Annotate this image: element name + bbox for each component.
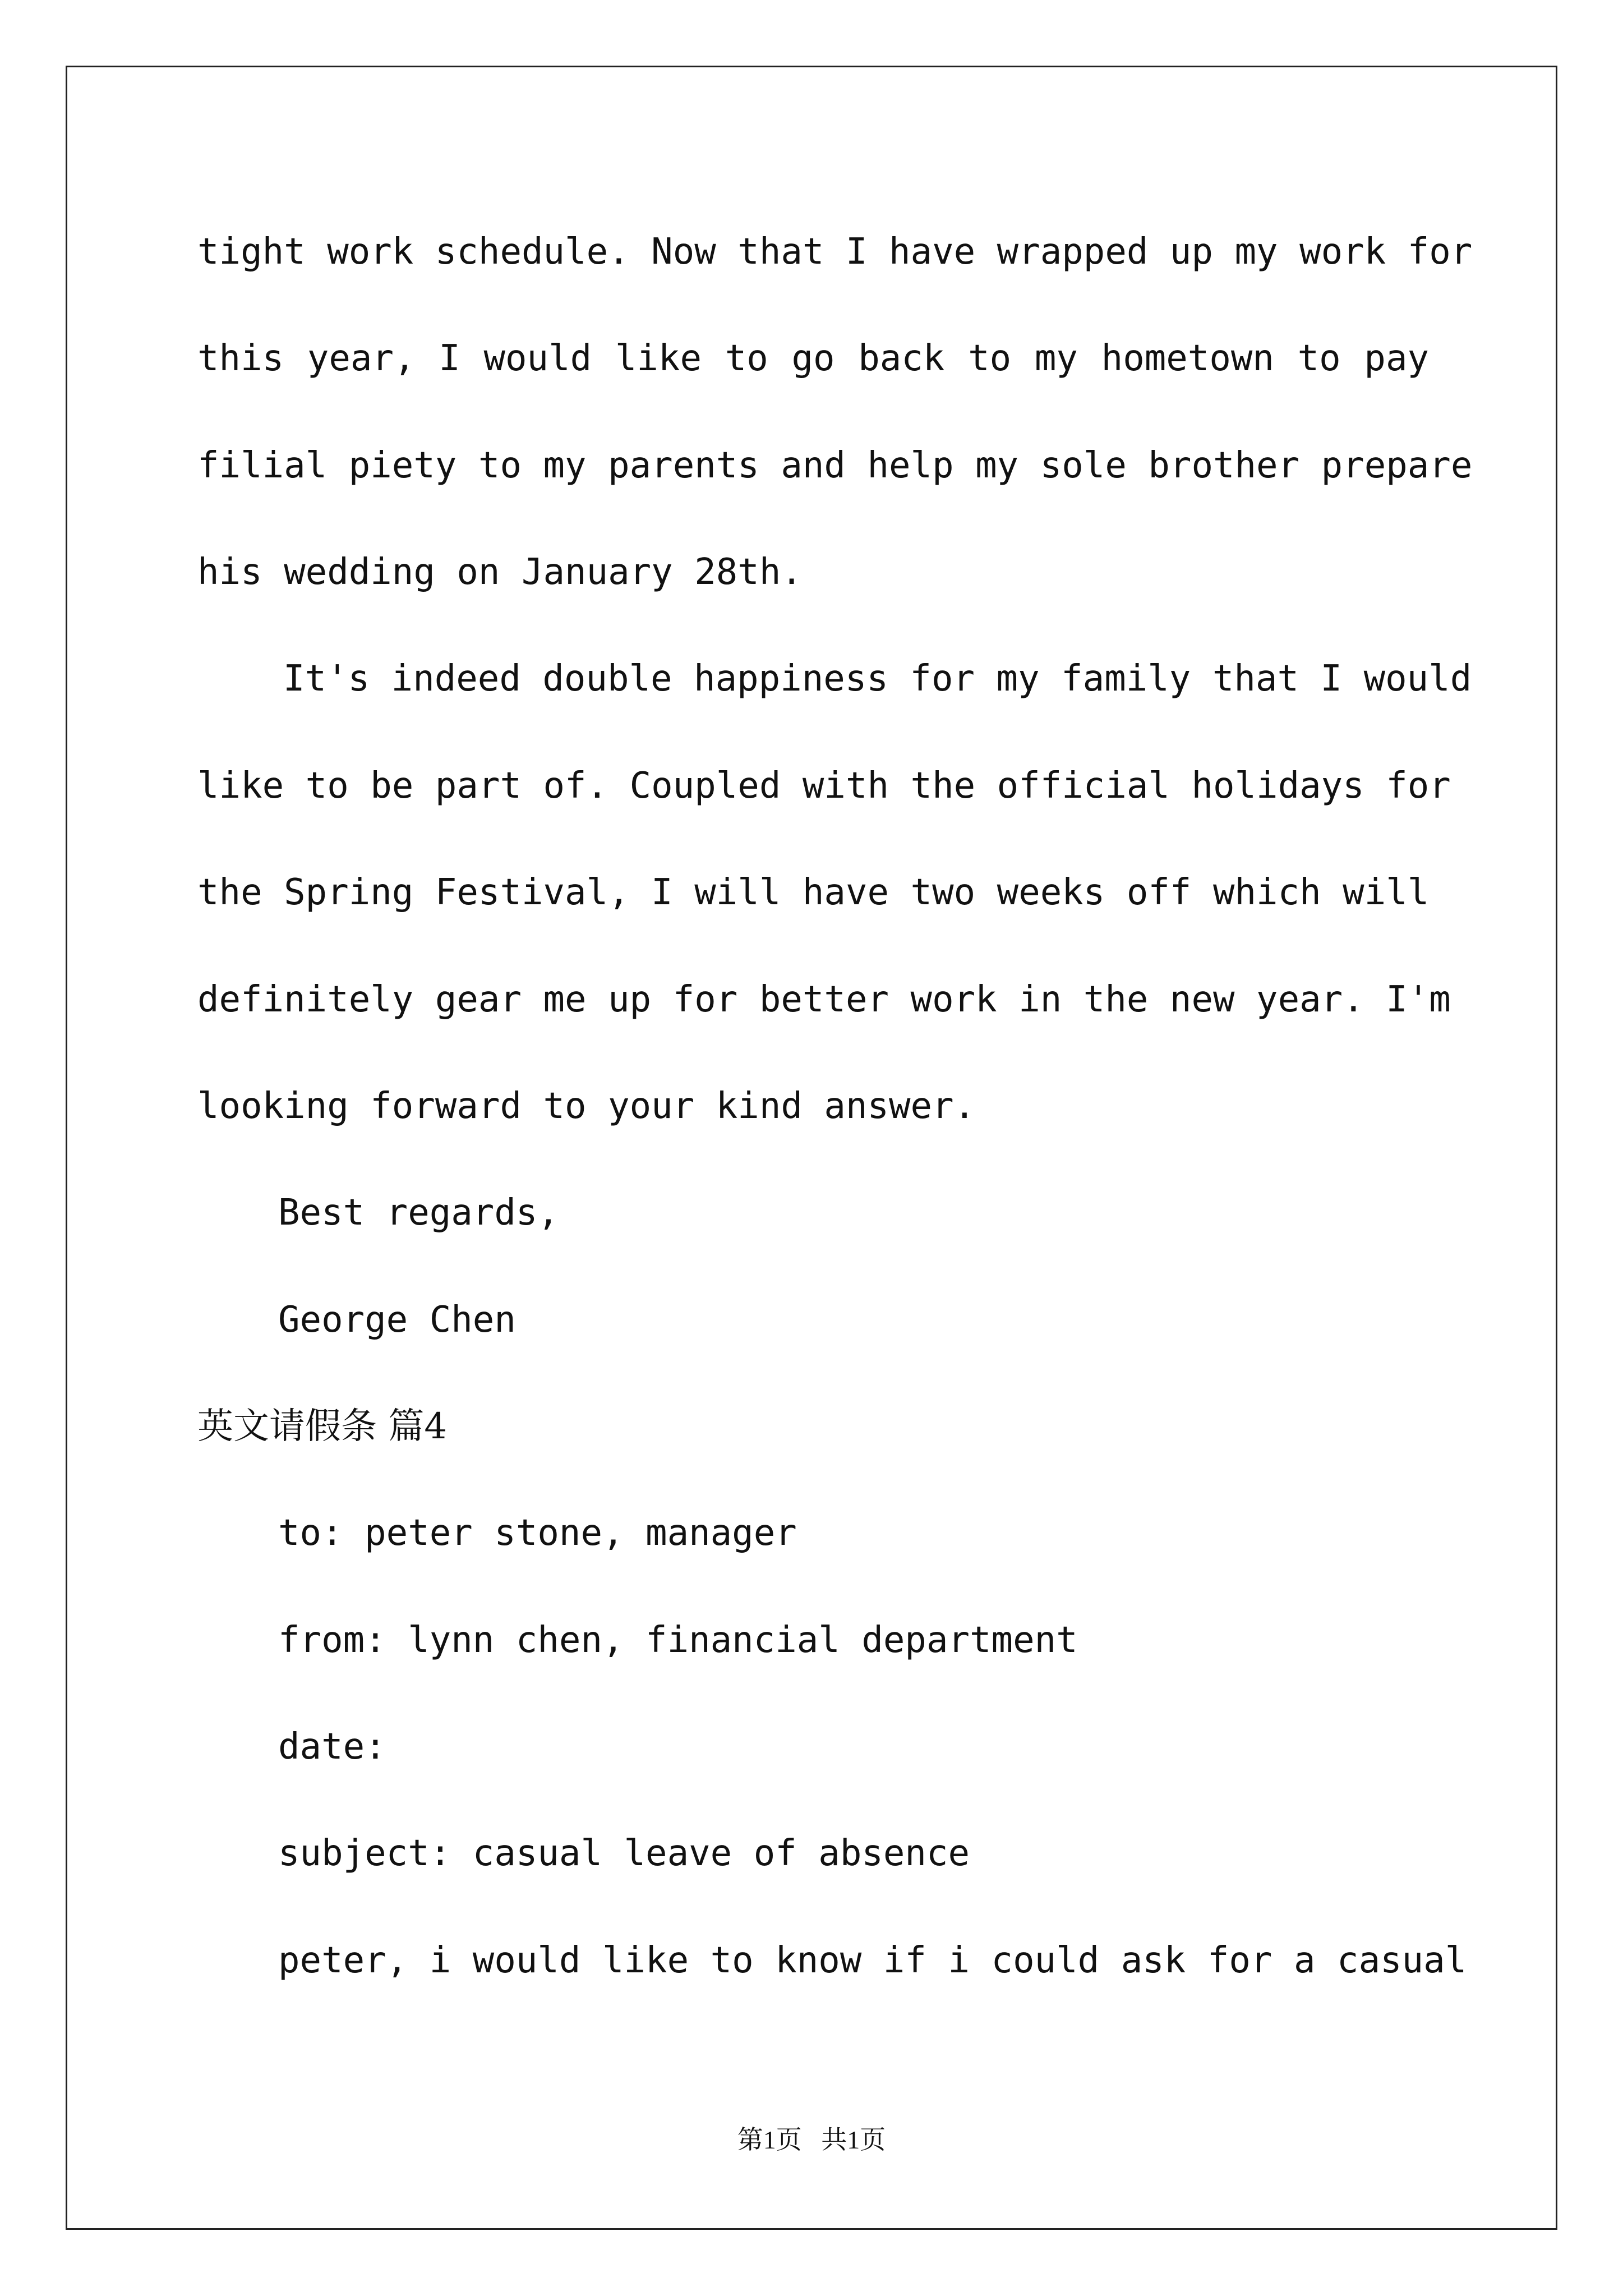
section-heading: 英文请假条 篇4: [197, 1406, 448, 1447]
memo-date: date:: [278, 1726, 386, 1768]
page-border: [66, 66, 1557, 2230]
closing-line: Best regards,: [278, 1192, 559, 1234]
paragraph-2-line-1: It's indeed double happiness for my family that I would: [283, 658, 1472, 700]
memo-body-line-1: peter, i would like to know if i could ask for a casual: [278, 1940, 1467, 1981]
paragraph-2-line-2: like to be part of. Coupled with the official holidays for: [197, 765, 1451, 807]
paragraph-1-line-3: filial piety to my parents and help my sole brother prepare: [197, 445, 1473, 486]
memo-subject: subject: casual leave of absence: [278, 1833, 970, 1874]
paragraph-2-line-4: definitely gear me up for better work in the new year. I'm: [197, 979, 1451, 1020]
paragraph-2-line-3: the Spring Festival, I will have two weeks off which will: [197, 872, 1430, 913]
memo-to: to: peter stone, manager: [278, 1512, 797, 1554]
memo-from: from: lynn chen, financial department: [278, 1619, 1078, 1661]
signature-line: George Chen: [278, 1299, 516, 1341]
paragraph-1-line-2: this year, I would like to go back to my hometown to pay: [197, 338, 1429, 379]
page-number: 第1页 共1页: [737, 2125, 886, 2154]
paragraph-2-line-5: looking forward to your kind answer.: [197, 1085, 976, 1127]
paragraph-1-line-4: his wedding on January 28th.: [197, 551, 803, 593]
paragraph-1-line-1: tight work schedule. Now that I have wrapped up my work for: [197, 231, 1473, 273]
